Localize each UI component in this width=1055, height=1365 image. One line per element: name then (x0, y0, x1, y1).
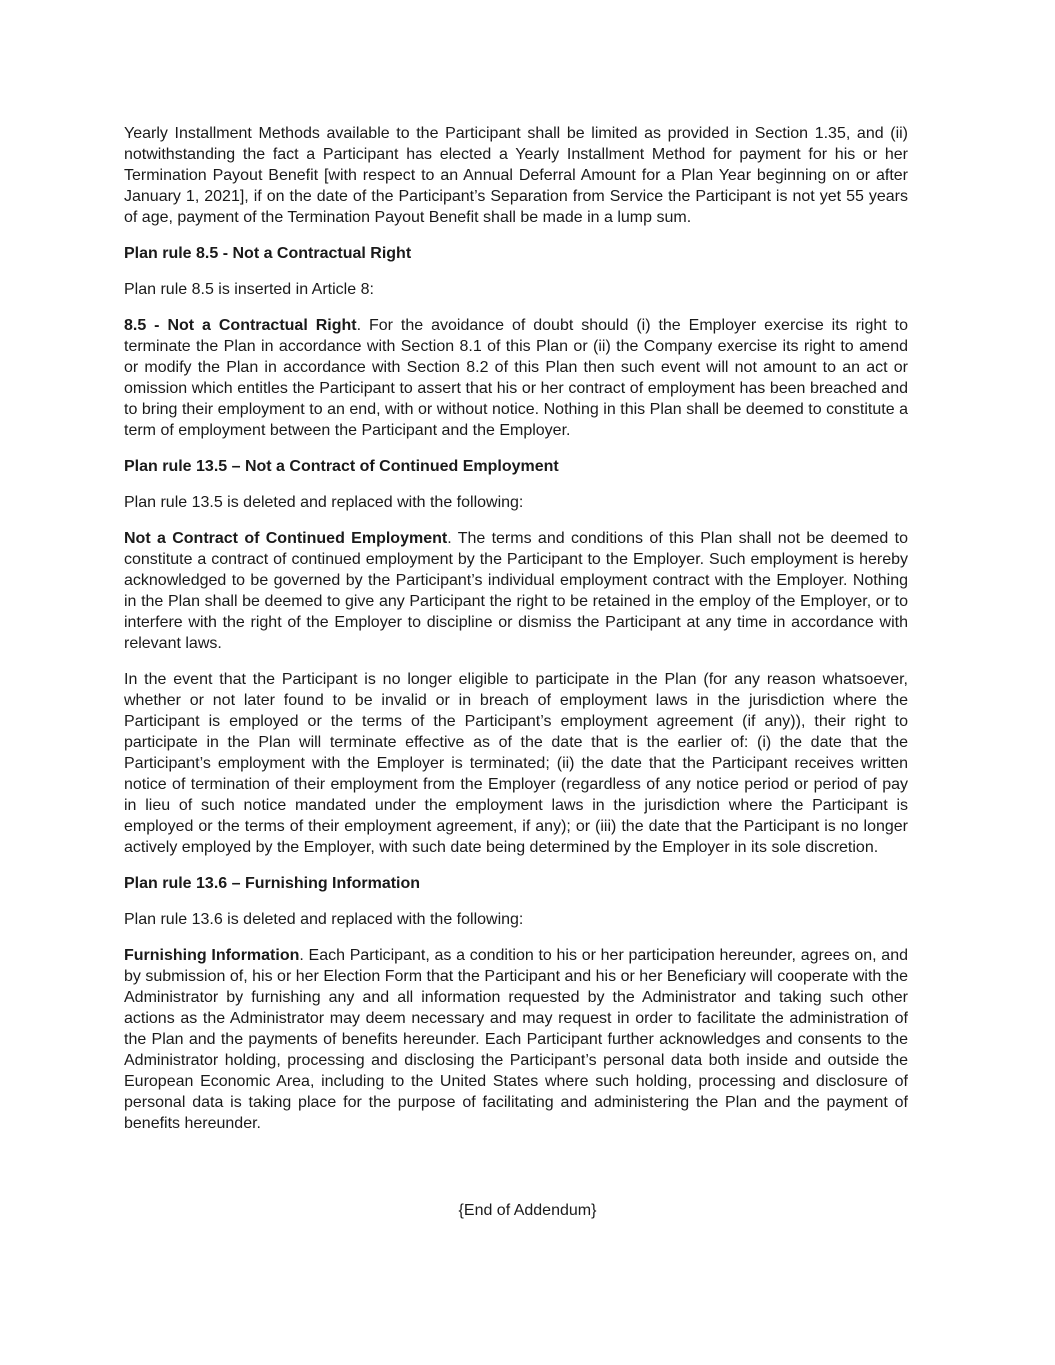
section-8-5-paragraph (124, 315, 908, 441)
section-13-5-lead: Not a Contract of Continued Employment (124, 530, 448, 547)
section-8-5-lead: 8.5 - Not a Contractual Right (124, 317, 357, 334)
intro-paragraph: Yearly Installment Methods available to the Participant shall be limited as provided in Section 1.35, and (ii) notwithstanding the fact a Participant has elected a Yearly Installment Method for payment for his or her Termination Payout Benefit [with respect to an Annual Deferral Amount for a Plan Year beginning on or after January 1, 2021], if on the date of the Participant’s Separation from Service the Participant is not yet 55 years of age, payment of the Termination Payout Benefit shall be made in a lump sum. (124, 125, 908, 226)
section-8-5-heading: Plan rule 8.5 - Not a Contractual Right (124, 245, 412, 262)
section-13-5-body: . The terms and conditions of this Plan shall not be deemed to constitute a contract of continued employment by the Participant to the Employer. Such employment is hereby acknowledged to be governed by the Participant’s individual employment contract with the Employer. Nothing in the Plan shall be deemed to give any Participant the right to be retained in the employ of the Employer, or to interfere with the right of the Employer to discipline or dismiss the Participant at any time in accordance with relevant laws. (124, 530, 909, 652)
section-13-5-paragraph (124, 528, 908, 654)
section-13-6-heading: Plan rule 13.6 – Furnishing Information (124, 875, 421, 892)
section-8-5-instruction: Plan rule 8.5 is inserted in Article 8: (124, 281, 374, 298)
section-8-5-body: . For the avoidance of doubt should (i) the Employer exercise its right to terminate the Plan in accordance with Section 8.1 of this Plan or (ii) the Company exercise its right to amend or modify the Plan in accordance with Section 8.2 of this Plan then such event will not amount to an act or omission which entitles the Participant to assert that his or her contract of employment has been breached and to bring their employment to an end, with or without notice. Nothing in this Plan shall be deemed to constitute a term of employment between the Participant and the Employer. (124, 317, 909, 439)
end-of-addendum: {End of Addendum} (458, 1202, 597, 1219)
section-13-6-paragraph (124, 945, 908, 1134)
section-13-6-lead: Furnishing Information (124, 947, 300, 964)
section-13-6-instruction: Plan rule 13.6 is deleted and replaced with the following: (124, 911, 524, 928)
section-13-5-event-paragraph: In the event that the Participant is no longer eligible to participate in the Plan (for any reason whatsoever, whether or not later found to be invalid or in breach of employment laws in the jurisdiction where the Participant is employed or the terms of the Participant’s employment agreement (if any)), their right to participate in the Plan will terminate effective as of the date that is the earlier of: (i) the date that the Participant’s employment with the Employer is terminated; (ii) the date that the Participant receives written notice of termination of their employment from the Employer (regardless of any notice period or period of pay in lieu of such notice mandated under the employment laws in the jurisdiction where the Participant is employed or the terms of their employment agreement, if any); or (iii) the date that the Participant is no longer actively employed by the Employer, with such date being determined by the Employer in its sole discretion. (124, 671, 908, 856)
section-13-5-heading: Plan rule 13.5 – Not a Contract of Continued Employment (124, 458, 559, 475)
section-13-5-instruction: Plan rule 13.5 is deleted and replaced with the following: (124, 494, 524, 511)
section-13-6-body: . Each Participant, as a condition to his or her participation hereunder, agrees on, and by submission of, his or her Election Form that the Participant and his or her Beneficiary will cooperate with the Administrator by furnishing any and all information requested by the Administrator and taking such other actions as the Administrator may deem necessary and may request in order to facilitate the administration of the Plan and the payments of benefits hereunder. Each Participant further acknowledges and consents to the Administrator holding, processing and disclosing the Participant’s personal data both inside and outside the European Economic Area, including to the United States where such holding, processing and disclosure of personal data is taking place for the purpose of facilitating and administering the Plan and the payment of benefits hereunder. (124, 947, 909, 1132)
document-page (124, 123, 908, 1149)
